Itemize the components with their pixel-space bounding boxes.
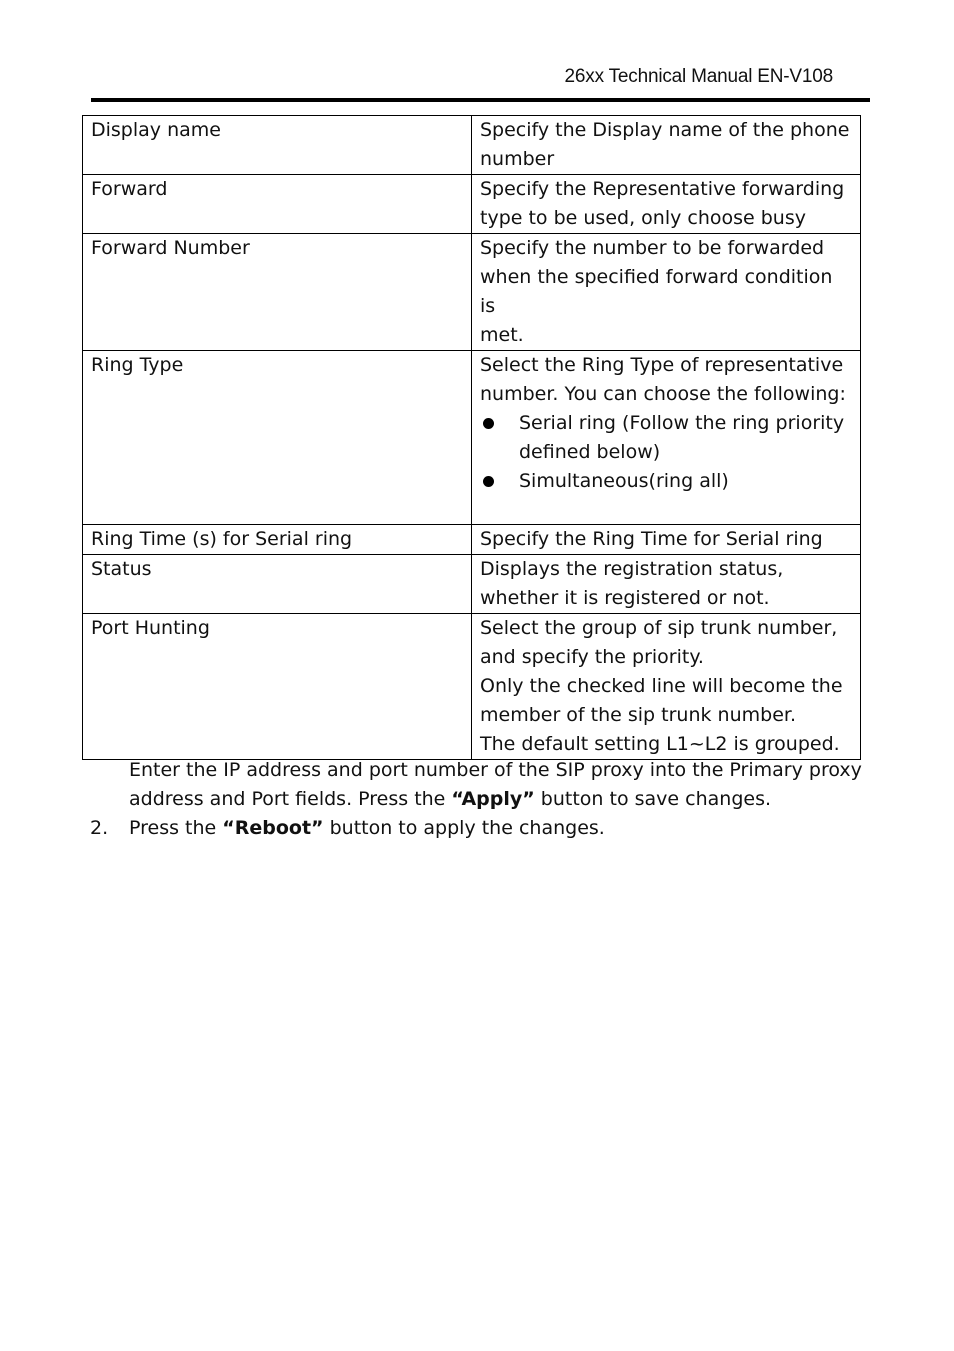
bullet-line: Serial ring (Follow the ring priority — [519, 412, 845, 434]
desc-line: Specify the Ring Time for Serial ring — [480, 528, 823, 550]
table-row — [83, 614, 861, 760]
paragraph-line: Enter the IP address and port number of the SIP proxy into the Primary proxy — [129, 759, 862, 781]
instructions — [0, 756, 954, 843]
param-name: Status — [83, 555, 472, 614]
header-rule — [91, 98, 870, 102]
param-name: Ring Time (s) for Serial ring — [83, 525, 472, 555]
desc-line: Specify the Display name of the phone — [480, 119, 850, 141]
apply-button-label: “Apply” — [451, 788, 535, 810]
list-item — [480, 467, 852, 496]
text-span: address and Port fields. Press the — [129, 788, 452, 810]
page-header: 26xx Technical Manual EN-V108 — [564, 66, 833, 87]
param-description — [472, 525, 861, 555]
table-row — [83, 525, 861, 555]
bullet-line: Simultaneous(ring all) — [519, 470, 729, 492]
param-name: Forward — [83, 175, 472, 234]
param-description — [472, 555, 861, 614]
param-name: Forward Number — [83, 234, 472, 351]
table-row — [83, 116, 861, 175]
param-description — [472, 614, 861, 760]
desc-line: and specify the priority. — [480, 646, 704, 668]
desc-line: Specify the Representative forwarding — [480, 178, 845, 200]
paragraph-line — [129, 785, 869, 814]
table-row — [83, 175, 861, 234]
param-name: Port Hunting — [83, 614, 472, 760]
list-item — [480, 409, 852, 467]
desc-line: number — [480, 148, 555, 170]
desc-line: The default setting L1~L2 is grouped. — [480, 733, 840, 755]
desc-line: when the specified forward condition is — [480, 266, 833, 317]
text-span: button to apply the changes. — [323, 817, 605, 839]
desc-line: Select the Ring Type of representative — [480, 354, 844, 376]
param-name: Ring Type — [83, 351, 472, 525]
param-name: Display name — [83, 116, 472, 175]
reboot-button-label: “Reboot” — [222, 817, 324, 839]
param-description — [472, 175, 861, 234]
table-row — [83, 555, 861, 614]
desc-line: type to be used, only choose busy — [480, 207, 806, 229]
table-row — [83, 351, 861, 525]
text-span: Press the — [129, 817, 223, 839]
desc-line: met. — [480, 324, 524, 346]
text-span: button to save changes. — [534, 788, 772, 810]
desc-line: Select the group of sip trunk number, — [480, 617, 838, 639]
bullet-icon — [483, 418, 494, 429]
parameter-table — [82, 115, 861, 760]
desc-line: Displays the registration status, — [480, 558, 784, 580]
param-description — [472, 234, 861, 351]
desc-line: Only the checked line will become the — [480, 675, 843, 697]
bullet-icon — [483, 476, 494, 487]
desc-line: member of the sip trunk number. — [480, 704, 796, 726]
desc-line: Specify the number to be forwarded — [480, 237, 825, 259]
step-number: 2. — [90, 817, 109, 839]
instruction-paragraph — [129, 756, 869, 814]
desc-line: number. You can choose the following: — [480, 383, 846, 405]
bullet-line: defined below) — [519, 441, 661, 463]
param-description — [472, 351, 861, 525]
desc-line: whether it is registered or not. — [480, 587, 770, 609]
param-description — [472, 116, 861, 175]
instruction-step — [0, 814, 954, 843]
table-row — [83, 234, 861, 351]
ring-type-options — [480, 409, 852, 496]
